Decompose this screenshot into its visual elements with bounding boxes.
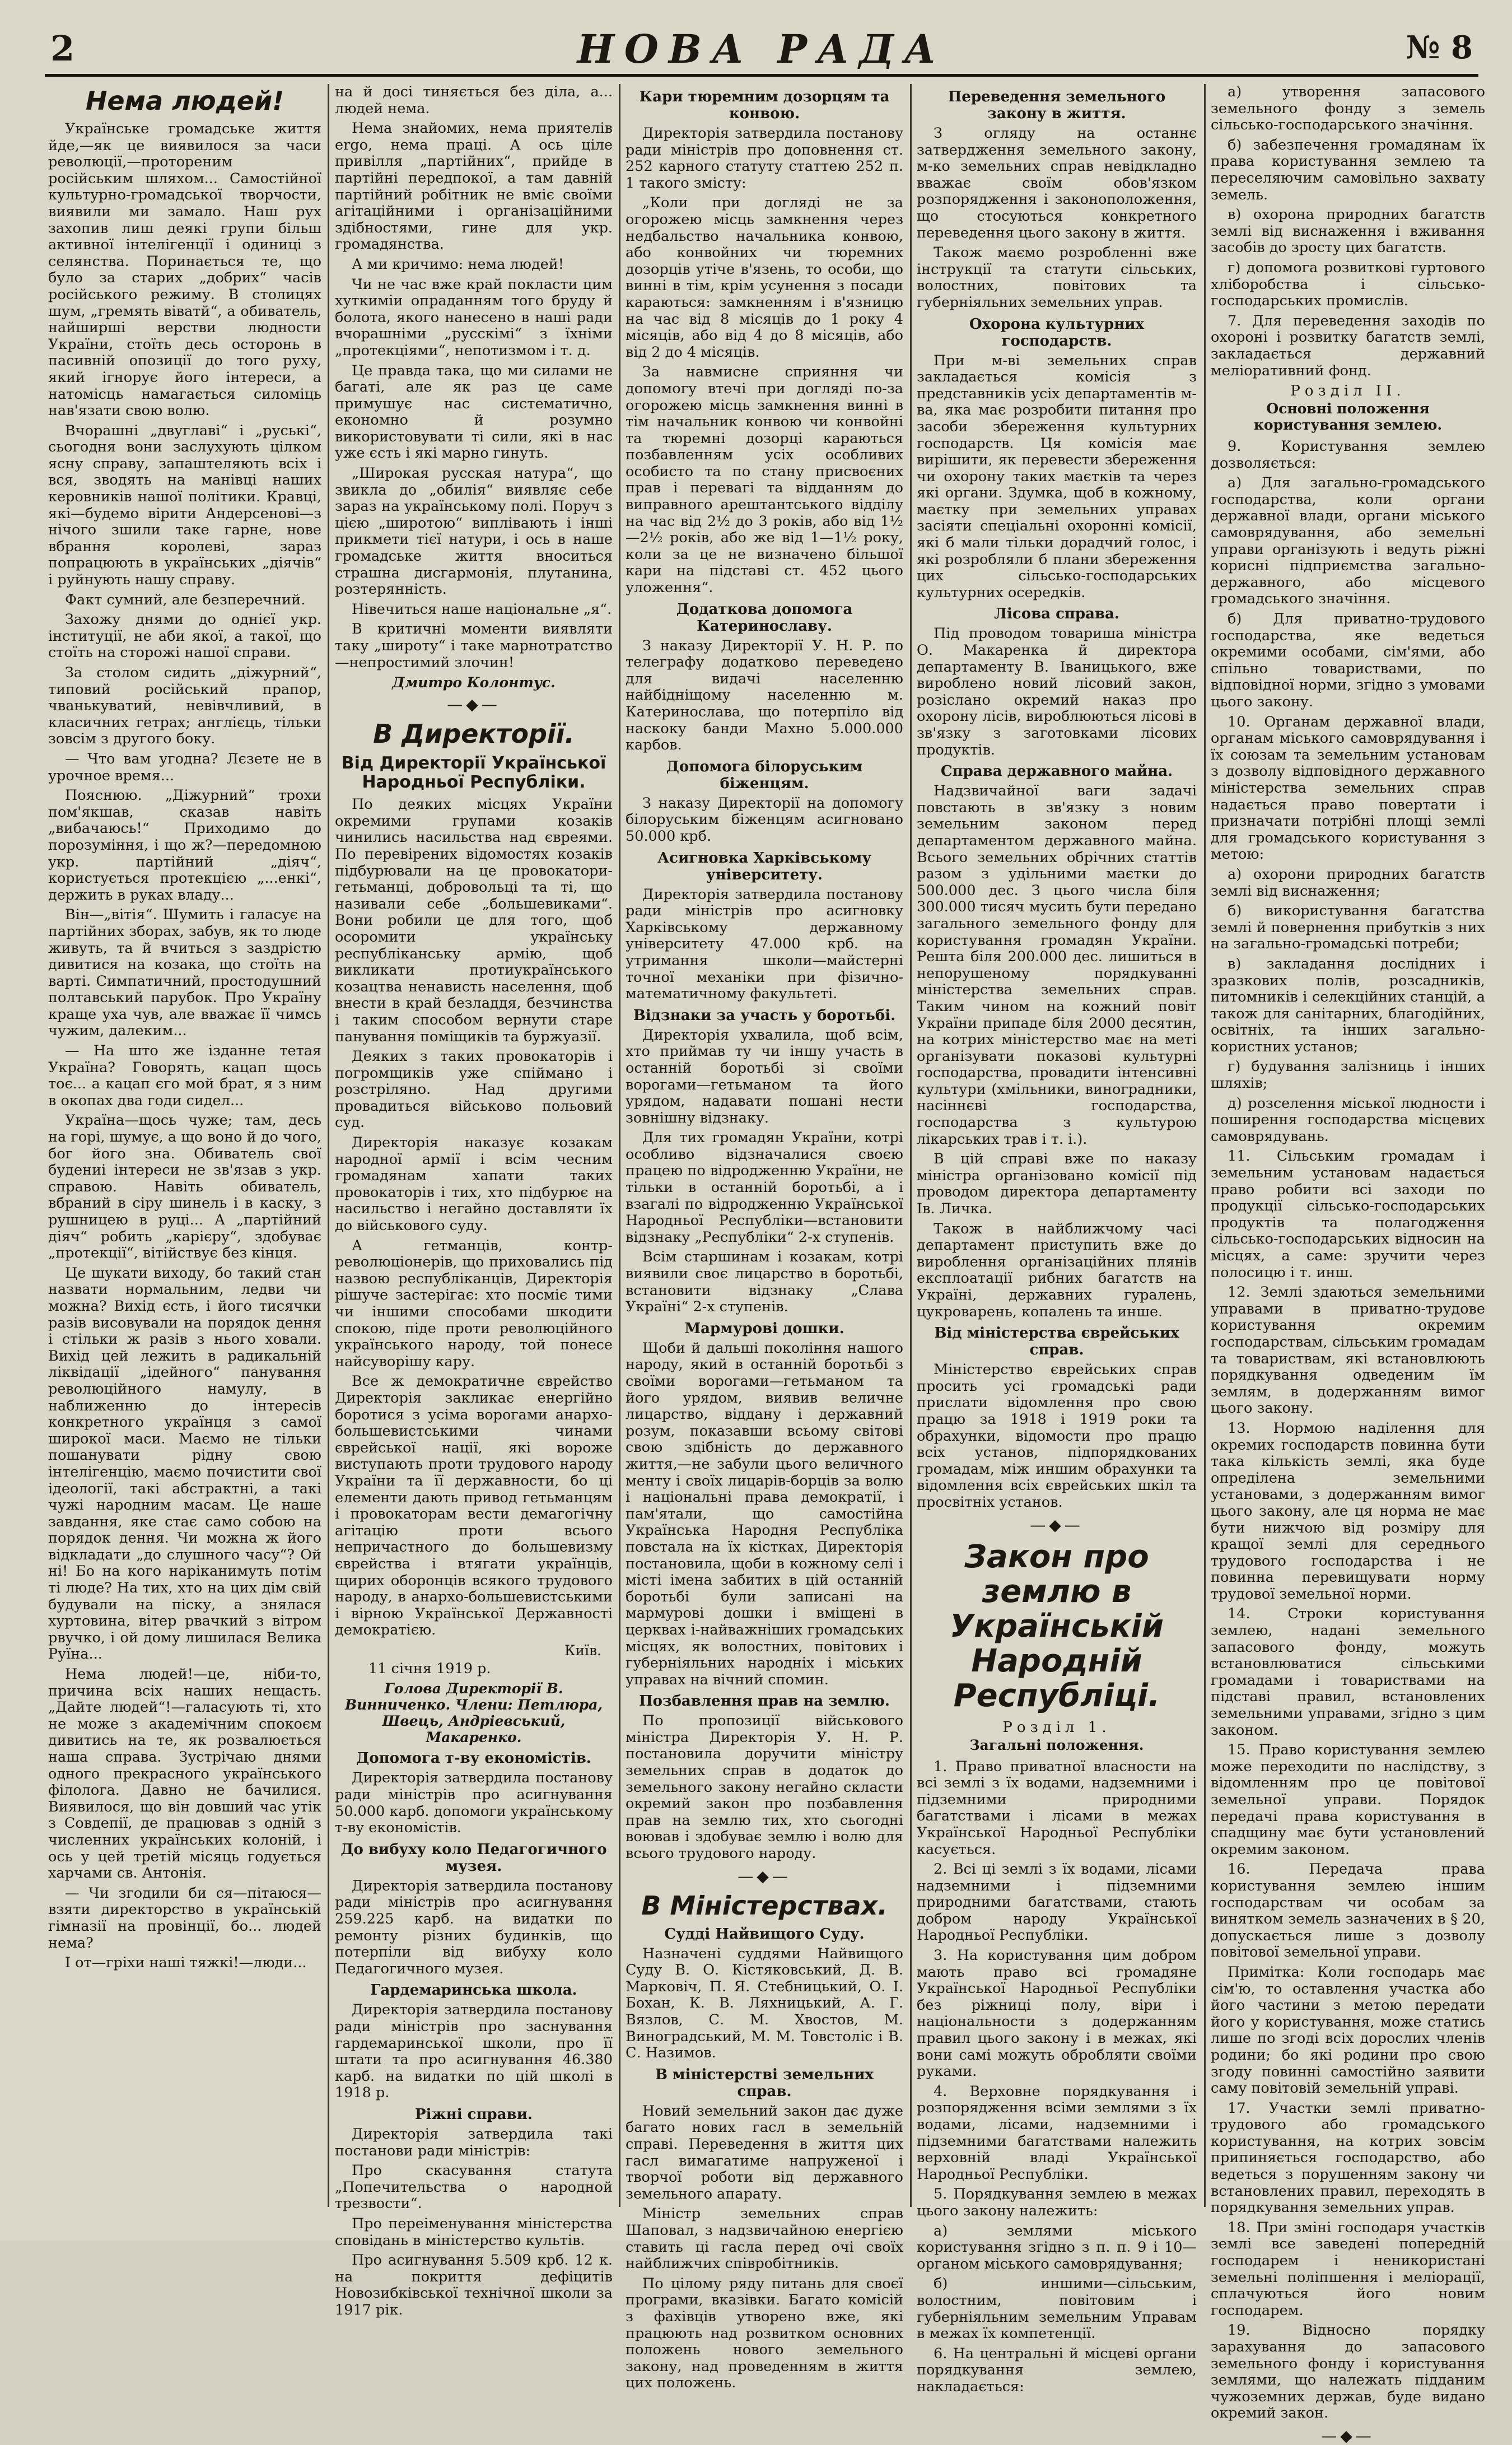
paragraph: По деяких місцях України окремими групами козаків чинились насильства над євреями. По перевірених відомостях козаків підбурювали на це провокатори-гетьманці, добровольці та ті, що називали себе „большевиками“. Вони робили це для того, щоб осоромити українську республіканську армію, щоб викликати протиукраїнського козацтва ненависть населення, щоб внести в край безладдя, безчинства і таким способом вернути старе панування поміщиків та буржуазії.: [335, 796, 613, 1045]
paragraph: 12. Землі здаються земельними управами в приватно-трудове користування окремим господарствам, сільським громадам та товариствам, які встановлюють порядкування одведеним їм землям, в додержанням вимог цього закону.: [1211, 1284, 1485, 1417]
paragraph: Факт сумний, але безперечний.: [65, 591, 306, 608]
masthead: [45, 22, 1478, 73]
paragraph: Україна—щось чуже; там, десь на горі, шумує, а що воно й до чого, бог його зна. Обиватель свої будениі інтереси не зв'язав з укр. справою. Навіть обиватель, вбраний в сіру шинель і в каску, з рушницею в руці... А „партійний діяч“ робить „карієру“, здобуває „протекції“, вітійствує без кінця.: [48, 1112, 321, 1262]
paragraph: Все ж демократичне єврейство Директорія закликає енергійно боротися з усіма ворогами анархо-большевистськими чинами єврейської нації, які вороже виступають проти трудового народу України та її державности, бо ці елементи дають привод гетьманцям і провокаторам вести демагогічну агітацію проти всього непричастного до большевизму єврейства і втягати українців, щирих оборонців всякого трудового народу, в анархо-большевистськими і вірною Української Державності демократією.: [335, 1373, 613, 1639]
paragraph: 14. Строки користування землею, надані земельного запасового фонду, можуть встановлюватися сільськими громадами і товариствами на підставі правил, встановлених земельними управами, згідно з цим законом.: [1211, 1605, 1485, 1739]
paragraph: Щоби й дальші покоління нашого народу, який в останній боротьбі з своїми ворогами—гетьманом та його урядом, виявив величне лицарство, віддану і державний розум, показавши всьому світові свою здібність до державного життя,—не забули цього величного менту і своїх лицарів-борців за волю і національні права демократії, і пам'ятали, що самостійна Українська Народня Республіка повстала на їх кістках, Директорія постановила, щоби в кожному селі і місті імена забитих в цій останній боротьбі були записані на мармурові дошки і вміщені в церквах і-найважніших громадських місцях, як волостних, повітових і губерніяльних народніх і міських управах на вічний спомин.: [626, 1339, 903, 1688]
paragraph: 5. Порядкування землею в межах цього закону належить:: [917, 2186, 1197, 2219]
paragraph: Про скасування статута „Попечительства о народной трезвости“.: [335, 2162, 613, 2213]
news-title: До вибуху коло Педагогичного музея.: [340, 1841, 607, 1875]
paragraph: „Широкая русская натура“, що звикла до „обилія“ виявляє себе зараз на українському полі. Поруч з цією „широтою“ виплівають і інші прикмети тієї натури, і ось в наше громадське життя вноситься страшна дисгармонія, плутанина, розтерянність.: [335, 465, 613, 598]
paragraph: За навмисне сприяння чи допомогу втечі при догляді по-за огорожею місць замкнення винні в тім начальник конвою чи конвойні та тюремні дозорці караються позбавленням усіх особливих особисто та по стану присвоєних прав і перевагі та відданням до виправного арештантського відділу на час від 2½ до 3 років, або від 1½—2½ років, або же від 1—1½ року, коли за це не визначено більшої кари на підставі ст. 452 цього уложення“.: [626, 364, 903, 597]
news-title: Справа державного майна.: [940, 763, 1173, 780]
paragraph: 11. Сільським громадам і земельним установам надається право робити всі заходи по продукції сільсько-господарських продуктів та полагодження сільсько-господарських відносин на місцях, а саме: зручити через полосицю і т. инш.: [1211, 1148, 1485, 1281]
paragraph: в) закладання дослідних і зразкових полів, розсадників, питомників і селекційних станцій, а також для санітарних, благодійних, освітніх, та інших загально-користних установ;: [1211, 955, 1485, 1055]
news-title: Мармурові дошки.: [684, 1320, 844, 1337]
paragraph: б) забезпечення громадянам їх права користування землею та переселяючим самовільно захвату земель.: [1211, 136, 1485, 203]
paragraph: Директорія затвердила такі постанови ради міністрів:: [335, 2125, 613, 2159]
news-title: Судді Найвищого Суду.: [664, 1925, 865, 1943]
ornament-divider: —◆—: [738, 1866, 791, 1885]
paragraph: За столом сидить „діжурний“, типовий російський прапор, чванькуватий, невівчливий, в класичних гетрах; англієць, тільки зовсім з другого боку.: [48, 664, 321, 748]
paragraph: г) будування залізниць і інших шляхів;: [1211, 1058, 1485, 1092]
paragraph: Вчорашні „двуглаві“ і „руські“, сьогодня вони заслухують цілком ясну справу, запаштеляють всіх і вся, зводять на манівці наших керовників нашої політики. Кравці, які—будемо вірити Андерсенові—з нічого зшили таке гарне, нове вбрання королеві, зараз попрацюють в українських „діячів“ і руйнують нашу справу.: [48, 422, 321, 589]
news-title: Відзнаки за участь у боротьбі.: [633, 1007, 896, 1024]
news-title: Допомога білоруським біженцям.: [666, 758, 863, 792]
news-title: Позбавлення прав на землю.: [639, 1693, 890, 1710]
paragraph: Директорія затвердила постанову ради міністрів про доповнення ст. 252 карного статуту статтею 252 п. 1 такого змісту:: [626, 125, 903, 192]
paragraph: Примітка: Коли господарь має сім'ю, то оставлення участка або його частини з метою передати його у користування, може статись лише по згоді всіх дорослих членів родини; бо які родини про свою згоду повинні самостійно заявити саму повітовій земельній управі.: [1211, 1963, 1485, 2097]
paragraph: 19. Відносно порядку зарахування до запасового земельного фонду і користування землями, що належать підданим чужоземних держав, буде видано окремий закон.: [1211, 2322, 1485, 2422]
paragraph: З огляду на останнє затвердження земельного закону, м-ко земельних справ невідкладно вважає своїм обов'язком розпорядження і законоположення, що стосуються конкретного переведення цього закону в життя.: [917, 125, 1197, 241]
paragraph: Під проводом товариша міністра О. Макаренка й директора департаменту В. Іваницького, вже вироблено новий лісовий закон, розіслано окремий наказ про охорону лісів, вироблюються лісові в зв'язку з заготовками лісових продуктів.: [917, 625, 1197, 758]
paragraph: Також в найближчому часі департамент приступить вже до вироблення організаційних плянів експлоатації рибних багатств на Україні, державних гуралень, цукроварень, копалень та инше.: [917, 1220, 1197, 1320]
column-divider: [910, 84, 912, 2207]
paragraph: Міністерство єврейських справ просить усі громадські ради прислати відомлення про свою працю за 1918 і 1919 роки та обрахунки, відомости про працю всіх установ, підпорядкованих громадам, між иншим обрахунки та відомлення всіх єврейських шкіл та просвітніх установ.: [917, 1361, 1197, 1511]
paragraph: Директорія затвердила постанову ради міністрів про асигновку Харківському державному університету 47.000 крб. на утримання школи—майстерні точної механіки при фізично-математичному факультеті.: [626, 886, 903, 1003]
paragraph: а) охорони природних багатств землі від виснаження;: [1211, 865, 1485, 900]
ornament-divider: —◆—: [447, 695, 501, 714]
paragraph: По пропозиції військового міністра Директорія У. Н. Р. постановила доручити міністру земельних справ в додаток до земельного закону негайно скласти окремий закон про позбавлення прав на землю тих, хто сьогодні воював і здобуває землю і волю для всього трудового народу.: [626, 1712, 903, 1862]
paragraph: 16. Передача права користування землею іншим господарствам чи особам за винятком земель зазначених в § 20, допускається лише з дозволу повітової земельної управи.: [1211, 1861, 1485, 1961]
paragraph: б) Для приватно-трудового господарства, яке ведеться окремими особами, сім'ями, або спільно товариствами, по відповідної норми, згідно з умовами цього закону.: [1211, 611, 1485, 710]
paragraph: 9. Користування землею дозволяється:: [1211, 438, 1485, 472]
paragraph: Про асигнування 5.509 крб. 12 к. на покриття дефіцитів Новозибківської технічної школи за 1917 рік.: [335, 2252, 613, 2318]
paragraph: д) розселення міської людности і поширення господарства місцевих самоврядувань.: [1211, 1095, 1485, 1145]
subsection-title: Від Директорії Української Народньої Республіки.: [341, 753, 606, 793]
news-title: Гардемаринська школа.: [370, 1982, 577, 1999]
paragraph: Нема знайомих, нема приятелів ergo, нема праці. А ось ціле привілля „партійних“, прийде в партійні передпокої, а там давній партійний робітник не вміє своїми агітаційними і організаційними здібностями, гине для укр. громадянства.: [335, 120, 613, 253]
ornament-divider: —◆—: [1030, 1515, 1084, 1534]
paragraph: І от—гріхи наші тяжкі!—люди...: [65, 1954, 307, 1972]
paragraph: Також маємо розробленні вже інструкції та статути сільських, волостних, повітових та губерніяльних земельних управ.: [917, 244, 1197, 311]
paragraph: 3. На користування цим добром мають право всі громадяне Української Народньої Республіки без ріжниці полу, віри і національности з додержанням правил цього закону і в межах, які вони самі можуть обробляти своїми руками.: [917, 1947, 1197, 2080]
paragraph: 15. Право користування землею може переходити по наслідству, з відомленням про це повітової земельної управи. Порядок передачі права користування в спадщину має бути установлений окремим законом.: [1211, 1741, 1485, 1858]
law-title: Закон про землю в Українській Народній Республіці.: [950, 1538, 1164, 1714]
paragraph: в) охорона природних багатств землі від виснаження і вживання засобів до зросту цих багатств.: [1211, 206, 1485, 257]
issue-number: № 8: [1406, 29, 1473, 66]
paragraph: Пояснюю. „Діжурний“ трохи пом'якшав, сказав навіть „вибачаюсь!“ Приходимо до порозуміння, і що ж?—передомною укр. партійний „діяч“, користується протекцією „...енкі“, держить в руках владу...: [48, 787, 321, 904]
article-title: Нема людей!: [85, 86, 284, 116]
paragraph: В критичні моменти виявляти таку „широту“ і таке марнотратство—непростимий злочин!: [335, 621, 613, 671]
news-title: Лісова справа.: [994, 606, 1119, 623]
paragraph: а) утворення запасового земельного фонду з земель сільсько-господарського значіння.: [1211, 83, 1485, 134]
paragraph: 6. На центральні й місцеві органи порядкування землею, накладається:: [917, 2345, 1197, 2395]
law-section-label: Розділ II.: [1290, 383, 1406, 400]
paragraph: 18. При зміні господаря участків землі все заведені попередній господарем і неникористані земельні поліпшення і меліорації, сплачуються його новим господарем.: [1211, 2219, 1485, 2319]
paragraph: г) допомога розвиткові гуртового хліборобства і сільсько-господарських промислів.: [1211, 259, 1485, 310]
news-title: Асигновка Харківському університету.: [657, 849, 872, 883]
paragraph: 4. Верховне порядкування і розпорядження всіми землями з їх водами, лісами, надземними і підземними багатствами належить верховній владі Української Народньої Республіки.: [917, 2083, 1197, 2183]
paragraph: б) иншими—сільським, волостним, повітовим і губерніяльним земельним Управам в межах їх компетенції.: [917, 2275, 1197, 2342]
paragraph: З наказу Директорії У. Н. Р. по телеграфу додатково переведено для видачі населенню найбідніщому населенню м. Катеринослава, що потерпіло від наскоку банди Махно 5.000.000 карбов.: [626, 637, 903, 754]
column-divider: [1204, 84, 1206, 2207]
paragraph: Директорія затвердила постанову ради міністрів про заснування гардемаринської школи, про її штати та про асигнування 46.380 карб. на видатки по цій школі в 1918 р.: [335, 2001, 613, 2102]
paragraph: З наказу Директорії на допомогу білоруським біженцям асигновано 50.000 крб.: [626, 794, 903, 845]
header-rule: [45, 74, 1478, 77]
paragraph: — Что вам угодна? Лєзете не в урочное время...: [48, 750, 321, 784]
paragraph: Про переіменування міністерства сповідань в міністерство культів.: [335, 2215, 613, 2249]
paragraph: Всім старшинам і козакам, котрі виявили своє лицарство в боротьбі, встановити відзнаку „Слава Україні“ 2-х ступенів.: [626, 1249, 903, 1316]
law-section-name: Загальні положення.: [969, 1736, 1144, 1753]
column-4: [917, 84, 1197, 2395]
column-1: [48, 84, 321, 2213]
column-divider: [619, 84, 620, 2207]
paragraph: 17. Участки землі приватно-трудового або громадського користування, на котрих зовсім припиняється господарство, або ведеться з порушенням закону чи встановлених правил, переходять в порядкування земельних управ.: [1211, 2099, 1485, 2216]
paragraph: — Чи згодили би ся—пітаюся—взяти директорство в українській гімназії на провінції, бо... людей нема?: [48, 1884, 321, 1952]
paragraph: В цій справі вже по наказу міністра організовано комісії під проводом директора департаменту Ів. Личка.: [917, 1151, 1197, 1218]
dateline-place: Київ.: [564, 1642, 601, 1659]
paragraph: Новий земельний закон дає дуже багато нових гасл в земельній справі. Переведення в життя цих гасл вимагатиме напруженої і творчої роботи від державного земельного апарату.: [626, 2102, 903, 2202]
news-title: Допомога т-ву економістів.: [356, 1750, 591, 1767]
paragraph: Деяких з таких провокаторів і погромщиків уже спіймано і розстріляно. Над другими провадиться військово польовий суд.: [335, 1048, 613, 1131]
paragraph: А ми кричимо: нема людей!: [352, 255, 564, 273]
news-title: В міністерстві земельних справ.: [655, 2066, 874, 2100]
news-title: Охорона культурних господарств.: [969, 315, 1145, 350]
paragraph: 13. Нормою наділення для окремих господарств повинна бути така кількість землі, яка буде опреділена земельними установами, з додержанням вимог цього закону, але ця норма не має бути нижчою від розміру для кращої землі для середнього трудового господарства і не повинна перевищувати норму трудової земельної норми.: [1211, 1419, 1485, 1603]
paragraph: Міністр земельних справ Шаповал, з надзвичайною енергією ставить ці гасла перед очі своїх найближчих співробітників.: [626, 2205, 903, 2272]
newspaper-title: НОВА РАДА: [577, 26, 946, 72]
section-title: В Міністерствах.: [641, 1890, 888, 1921]
paragraph: — На што же ізданне тетая Україна? Говорять, кацап щось тоє... а кацап єго мой брат, я з ним в окопах два годи сидел...: [48, 1042, 321, 1109]
paragraph: Це шукати виходу, бо такий стан назвати нормальним, ледви чи можна? Вихід єсть, і його тисячки разів висовували на порядок дення і стільки ж разів з нього ховали. Вихід цей лежить в радикальній ліквідації „ідейного“ панування революційного намулу, в наближенню до інтересів конкретного українця з самої широкої маси. Маємо не тільки пошанувати рідну свою інтелігенцію, маємо почистити свої ідеології, такі абстрактні, а такі чужі народним масам. Це наше завдання, яке стає само собою на порядок дення. Чи можна ж його відкладати „до слушного часу“? Ой ні! Бо на кого наріканимуть потім ті люде? На тих, хто на цих дім свій будували на піску, а знялася хуртовина, вітер рвачкий з вітром рвучко, і ой дому лишилася Велика Руїна...: [48, 1264, 321, 1663]
paragraph: Захожу днями до однієї укр. інституції, не аби якої, а такої, що стоїть на сторожі нашої справи.: [48, 611, 321, 662]
author-signature: Дмитро Колонтус.: [392, 674, 556, 691]
paragraph: Директорія наказує козакам народної армії і всім чесним громадянам хапати таких провокаторів і тих, хто підбурює на насильство і негайно доставляти їх до військового суду.: [335, 1134, 613, 1235]
news-title: Переведення земельного закону в життя.: [948, 89, 1166, 122]
column-3: [626, 84, 903, 2392]
paragraph: По цілому ряду питань для своєї програми, вказівки. Багато комісій з фахівців утворено вже, які працюють над розвитком основних положень нового земельного закону, над проведенням в життя цих положень.: [626, 2275, 903, 2392]
law-section-label: Розділ 1.: [1002, 1719, 1111, 1736]
column-5: [1211, 83, 1485, 2445]
paragraph: Назначені суддями Найвищого Суду В. О. Кістяковський, Д. В. Марковіч, П. Я. Стебницький, О. І. Бохан, К. В. Ляхницький, А. Г. Вязлов, С. М. Хвостов, М. Виноградський, М. М. Товстоліс і В. С. Назимов.: [626, 1945, 903, 2062]
paragraph: 1. Право приватної власности на всі землі з їх водами, надземними і підземними природними багатствами і лісами в межах Української Народньої Республіки касується.: [917, 1758, 1197, 1858]
paragraph: Нівечиться наше національне „я“.: [352, 600, 612, 618]
paragraph: 10. Органам державної влади, органам міського самоврядування і їх союзам та земельним установам з дозволу відповідного державного міністерства земельних справ надається право повертати і призначати потрібні площі землі для громадського користування з метою:: [1211, 713, 1485, 863]
paragraph: а) землями міського користування згідно з п. п. 9 і 10—органом міського самоврядування;: [917, 2222, 1197, 2272]
paragraph: Для тих громадян України, котрі особливо відзначалися своєю працею по відродженню України, не тільки в останній боротьбі, а і взагалі по відродженню Української Народньої Республіки—встановити відзнаку „Республіки“ 2-х ступенів.: [626, 1129, 903, 1246]
paragraph: При м-ві земельних справ закладається комісія з представників усіх департаментів м-ва, яка має розробити питання про засоби збереження культурних господарств. Ця комісія має вирішити, як перевести збереження чи охорону таких маєтків та через які органи. Здумка, щоб в кожному, маєтку при земельних управах засіяти спеціальні охоронні комісії, які б мали тільки дорадчий голос, і які розробляли б плани збереження цих сільсько-господарських культурних осередків.: [917, 352, 1197, 601]
news-title: Від міністерства єврейських справ.: [934, 1325, 1179, 1359]
paragraph: Він—„вітія“. Шумить і галасує на партійних зборах, забув, як то люде живуть, та й вчиться з заздрістю дивитися на козака, що стоїть на варті. Симпатичний, простодушний полтавський парубок. Про Україну краще уха чув, але вважає її чимсь чужим, далеким...: [48, 906, 321, 1040]
paragraph: „Коли при догляді не за огорожею місць замкнення через недбальство начальника конвою, або конвойних чи тюремних дозорців утіче в'язень, то особи, що винні в тім, крім усунення з посади караються: замкненням і в'язницю на час від 8 місяців до 1 року 4 місяців, або від 4 до 8 місяців, або від 2 до 4 місяців.: [626, 194, 903, 361]
news-title: Рiжнi справи.: [415, 2106, 533, 2123]
section-title: В Директорії.: [373, 719, 575, 749]
paragraph: Чи не час вже край покласти цим хуткиміи опраданням того бруду й болота, якого нанесено в наші ради вчорашніми „русскімі“ з їхніми „протекціями“, непотизмом і т. д.: [335, 276, 613, 359]
paragraph: А гетманців, контр-революціонерів, що приховались під назвою республіканців, Директорія рішуче застерігає: хто посміє тими чи іншими способами шкодити спокою, піде проти революційного українського народу, той понесе найсуворішу кару.: [335, 1237, 613, 1370]
ornament-divider: —◆—: [1321, 2426, 1375, 2445]
signatories: Голова Директорії В. Винниченко. Члени: Петлюра, Швець, Андріевський, Макаренко.: [345, 1680, 603, 1746]
paragraph: Директорія затвердила постанову ради міністрів про асигнування 50.000 карб. допомоги українському т-ву економістів.: [335, 1769, 613, 1837]
column-divider: [328, 84, 329, 2207]
paragraph: а) Для загально-громадського господарства, коли органи державної влади, органи міського самоврядування, або земельні управи організують і ведуть ріжні корисні підприємства загально-державного, або місцевого громадського значіння.: [1211, 474, 1485, 608]
paragraph: Надзвичайної ваги задачі повстають в зв'язку з новим земельним законом перед департаментом державного майна. Всього земельних обрічних статтів разом з удільними маєтки до 500.000 дес. З цього числа біля 300.000 тисяч мусить бути передано загального земельного фонду для користування громадян України. Решта біля 200.000 дес. лишиться в непорушеному порядкуванні міністерства земельних справ. Таким чином на кожний повіт України припаде біля 2000 десятин, на котрих міністерство має на меті організувати показові культурні господарства, провадити інтенсивні культури (хмільники, виноградники, насіннєві господарства, господарства з культурою лікарських трав і т. і.).: [917, 783, 1197, 1148]
paragraph: Нема людей!—це, ніби-то, причина всіх наших нещасть. „Дайте людей“!—галасують ті, хто не може з академічним спокоєм дивитись на те, як розвалюється наша справа. Зустрічаю днями одного прекрасного українського філолога. Давно не бачилися. Виявилося, що він довший час утік з Совдепії, де працював з одній з численних українських колоній, і ось у цей третій місяць годується харчами св. Антонія.: [48, 1666, 321, 1882]
paragraph: 2. Всі ці землі з їх водами, лісами надземними і підземними природними багатствами, стають добром народу Української Народньої Республіки.: [917, 1861, 1197, 1944]
paragraph: б) використування багатства землі й повернення прибутків з них на загально-громадські потреби;: [1211, 902, 1485, 953]
news-title: Додаткова допомога Катеринославу.: [676, 600, 853, 635]
news-title: Кари тюремним дозорцям та конвою.: [639, 89, 890, 122]
page-number: 2: [50, 28, 75, 69]
paragraph: Це правда така, що ми силами не багаті, але як раз це саме примушує нас систематично, економно й розумно використовувати ті сили, які в нас уже єсть і які марно гинуть.: [335, 362, 613, 462]
dateline-date: 11 січня 1919 р.: [368, 1660, 491, 1677]
paragraph: 7. Для переведення заходів по охороні і розвитку багатств землі, закладається державний меліоративний фонд.: [1211, 312, 1485, 379]
column-2: [335, 83, 613, 2318]
paragraph: Директорія затвердила постанову ради міністрів про асигнування 259.225 карб. на видатки по ремонту різних будинків, що потерпіли від вибуху коло Педагогичного музея.: [335, 1877, 613, 1977]
law-section-name: Основні положення користування землею.: [1253, 400, 1443, 434]
paragraph: на й досі тиняється без діла, а... людей нема.: [335, 83, 613, 117]
paragraph: Директорія ухвалила, щоб всім, хто приймав ту чи іншу участь в останній боротьбі зі своїми ворогами—гетьманом та його урядом, надавати пошані нести зовнішну відзнаку.: [626, 1026, 903, 1126]
paragraph: Українське громадське життя йде,—як це виявилося за часи революції,—протореним російським шляхом... Самостійної культурно-громадської творчости, виявили ми замало. Наш рух захопив лиш деякі групи більш активної інтелігенції і одиниці з селянства. Поринається те, що було за старих „добрих“ часів російського режиму. В столицях шум, „гремять віватй“, а обиватель, найширші верстви людности України, стоїть десь осторонь в пасивній опозиції до того руху, який ігнорує його інтереси, а натомісць намагається силоміць нав'язати свою волю.: [48, 120, 321, 420]
